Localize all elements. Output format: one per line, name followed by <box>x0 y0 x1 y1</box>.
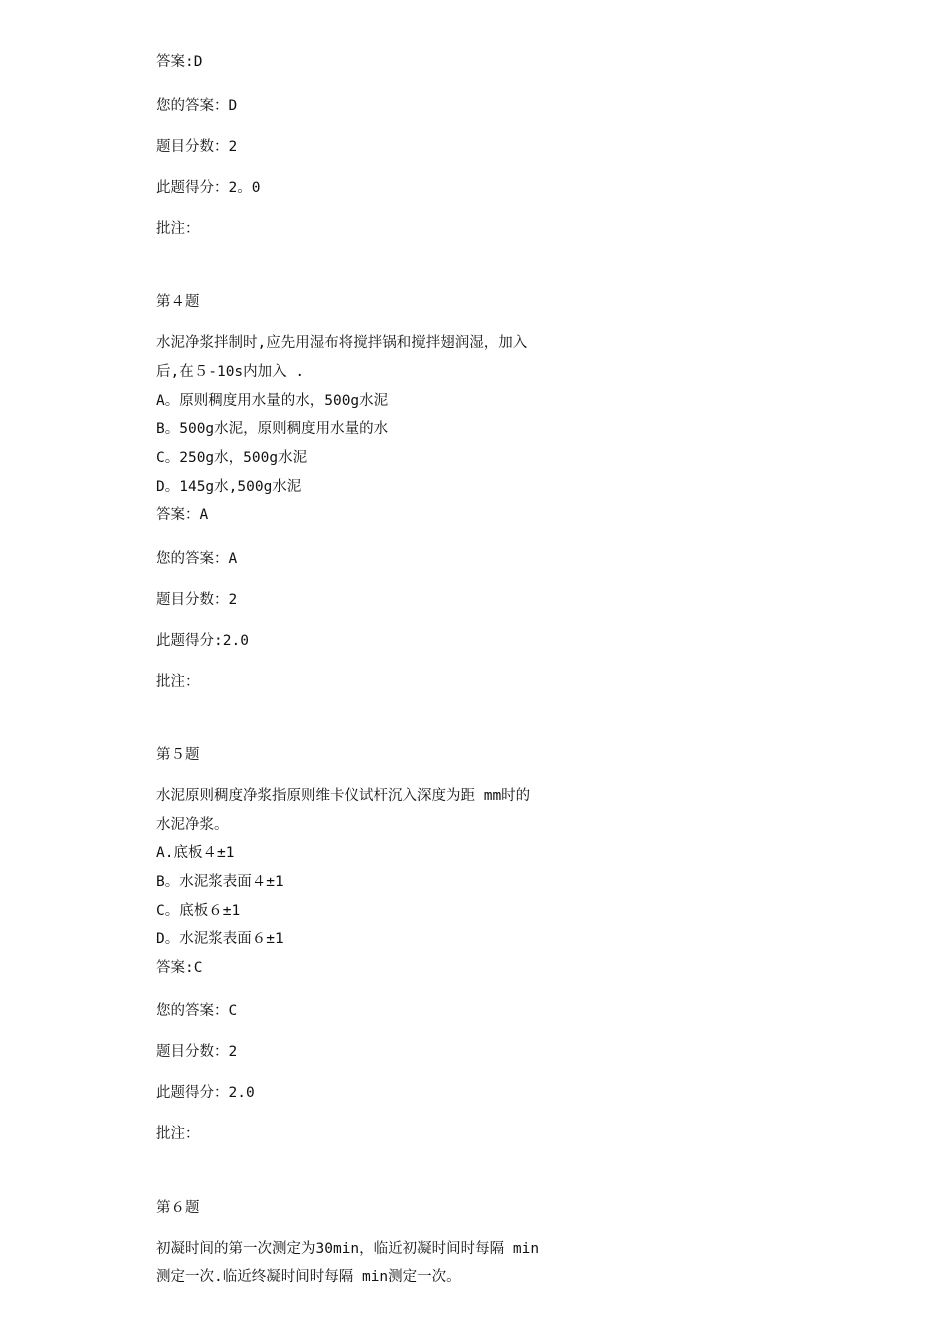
q5-title: 第５题 <box>156 747 200 763</box>
q3-your-answer: 您的答案：D <box>156 98 238 114</box>
q6-stem-line2: 测定一次.临近终凝时间时每隔 min测定一次。 <box>156 1269 461 1285</box>
q5-answer: 答案:C <box>156 960 203 976</box>
q6-title: 第６题 <box>156 1200 200 1216</box>
q3-answer: 答案:D <box>156 54 203 70</box>
q4-title: 第４题 <box>156 294 200 310</box>
q5-option-c: C。底板６±1 <box>156 903 241 919</box>
q5-option-b: B。水泥浆表面４±1 <box>156 874 284 890</box>
q4-answer: 答案：A <box>156 507 209 523</box>
q3-earned: 此题得分：2。0 <box>156 180 261 196</box>
q5-option-d: D。水泥浆表面６±1 <box>156 931 284 947</box>
q5-stem-line1: 水泥原则稠度净浆指原则维卡仪试杆沉入深度为距 mm时的 <box>156 788 531 804</box>
q4-your-answer: 您的答案：A <box>156 551 238 567</box>
q5-comment: 批注： <box>156 1126 200 1142</box>
q4-comment: 批注： <box>156 674 200 690</box>
q4-stem-line2: 后,在５-10s内加入 . <box>156 364 305 380</box>
q5-earned: 此题得分：2.0 <box>156 1085 255 1101</box>
q4-option-c: C。250g水，500g水泥 <box>156 450 308 466</box>
q5-your-answer: 您的答案：C <box>156 1003 238 1019</box>
q5-score: 题目分数：2 <box>156 1044 238 1060</box>
q5-option-a: A.底板４±1 <box>156 845 235 861</box>
q4-option-d: D。145g水,500g水泥 <box>156 479 302 495</box>
q5-stem-line2: 水泥净浆。 <box>156 817 229 833</box>
q3-comment: 批注： <box>156 221 200 237</box>
q4-earned: 此题得分:2.0 <box>156 633 249 649</box>
q6-stem-line1: 初凝时间的第一次测定为30min，临近初凝时间时每隔 min <box>156 1241 540 1257</box>
q4-option-b: B。500g水泥，原则稠度用水量的水 <box>156 421 389 437</box>
q4-stem-line1: 水泥净浆拌制时,应先用湿布将搅拌锅和搅拌翅润湿，加入 <box>156 335 528 351</box>
q4-score: 题目分数：2 <box>156 592 238 608</box>
q3-score: 题目分数：2 <box>156 139 238 155</box>
q4-option-a: A。原则稠度用水量的水，500g水泥 <box>156 393 389 409</box>
